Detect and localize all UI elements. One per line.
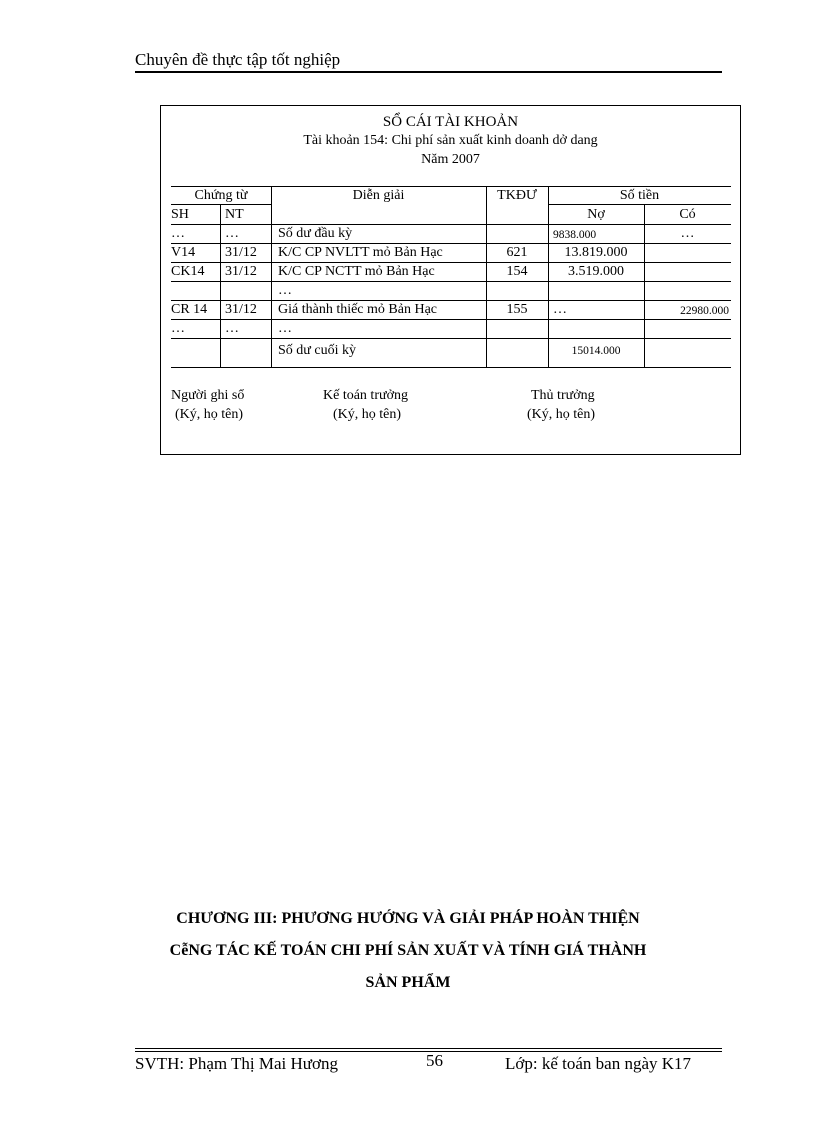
chung-tu-underline <box>171 204 271 205</box>
cell-dien-giai: … <box>278 283 292 298</box>
signature-recorder-note: (Ký, họ tên) <box>175 407 244 422</box>
cell-no: 13.819.000 <box>564 245 628 260</box>
table-bottom-rule <box>171 367 731 368</box>
header-nt: NT <box>225 207 244 222</box>
chapter-heading-line-2: CễNG TÁC KẾ TOÁN CHI PHÍ SẢN XUẤT VÀ TÍNH GIÁ THÀNH <box>169 942 647 959</box>
cell-co: 22980.000 <box>680 305 729 317</box>
row-rule <box>171 281 731 282</box>
cell-co: … <box>680 226 695 241</box>
row-rule <box>171 338 731 339</box>
signature-recorder-label: Người ghi sổ <box>171 388 245 403</box>
header-bottom-rule <box>171 224 731 225</box>
cell-dien-giai: Số dư đầu kỳ <box>278 226 353 241</box>
cell-dien-giai: K/C CP NVLTT mỏ Bản Hạc <box>278 245 443 260</box>
cell-sh: … <box>171 226 185 241</box>
signature-director-label: Thủ trưởng <box>531 388 595 403</box>
row-rule <box>171 243 731 244</box>
row-rule <box>171 300 731 301</box>
cell-dien-giai: K/C CP NCTT mỏ Bản Hạc <box>278 264 435 279</box>
cell-no: 9838.000 <box>553 229 597 241</box>
cell-no: 3.519.000 <box>568 264 624 279</box>
cell-nt: 31/12 <box>225 302 257 317</box>
cell-nt: … <box>225 321 239 336</box>
chapter-heading-line-1: CHƯƠNG III: PHƯƠNG HƯỚNG VÀ GIẢI PHÁP HOÀN THIỆN <box>176 910 640 927</box>
cell-sh: V14 <box>171 245 196 260</box>
so-tien-underline <box>548 204 731 205</box>
col-divider <box>220 204 221 367</box>
header-sh: SH <box>171 207 189 222</box>
cell-tkdu: 154 <box>506 264 528 279</box>
cell-sh: … <box>171 321 185 336</box>
table-top-rule <box>171 186 731 187</box>
ledger-year: Năm 2007 <box>421 152 480 167</box>
footer-rule <box>135 1048 722 1049</box>
ledger-title: SỔ CÁI TÀI KHOẢN <box>382 114 519 130</box>
chapter-heading-line-3: SẢN PHẨM <box>365 974 451 991</box>
header-co: Có <box>679 207 696 222</box>
cell-dien-giai: … <box>278 321 292 336</box>
cell-dien-giai: Giá thành thiếc mỏ Bản Hạc <box>278 302 438 317</box>
cell-sh: CK14 <box>171 264 205 279</box>
cell-tkdu: 155 <box>506 302 528 317</box>
cell-nt: 31/12 <box>225 245 257 260</box>
cell-sh: CR 14 <box>171 302 208 317</box>
cell-nt: 31/12 <box>225 264 257 279</box>
signature-chief-accountant-note: (Ký, họ tên) <box>333 407 402 422</box>
cell-dien-giai: Số dư cuối kỳ <box>278 343 356 358</box>
ledger-subtitle: Tài khoản 154: Chi phí sản xuất kinh doanh dở dang <box>303 133 598 148</box>
row-rule <box>171 319 731 320</box>
header-no: Nợ <box>587 207 605 222</box>
header-tkdu: TKĐƯ <box>497 188 537 203</box>
header-chung-tu: Chứng từ <box>194 188 248 203</box>
signature-chief-accountant-label: Kế toán trưởng <box>323 388 408 403</box>
row-rule <box>171 262 731 263</box>
cell-no: … <box>553 302 567 317</box>
cell-no: 15014.000 <box>571 345 621 357</box>
footer-page-number: 56 <box>426 1051 443 1070</box>
cell-nt: … <box>225 226 239 241</box>
footer-class: Lớp: kế toán ban ngày K17 <box>505 1054 692 1073</box>
footer-student: SVTH: Phạm Thị Mai Hương <box>135 1054 339 1073</box>
header-so-tien: Số tiền <box>619 188 660 203</box>
header-dien-giai: Diễn giải <box>352 188 405 203</box>
page-header-title: Chuyên đề thực tập tốt nghiệp <box>135 50 722 73</box>
signature-director-note: (Ký, họ tên) <box>527 407 596 422</box>
ledger-box <box>160 105 741 455</box>
col-divider <box>271 186 272 367</box>
cell-tkdu: 621 <box>506 245 528 260</box>
